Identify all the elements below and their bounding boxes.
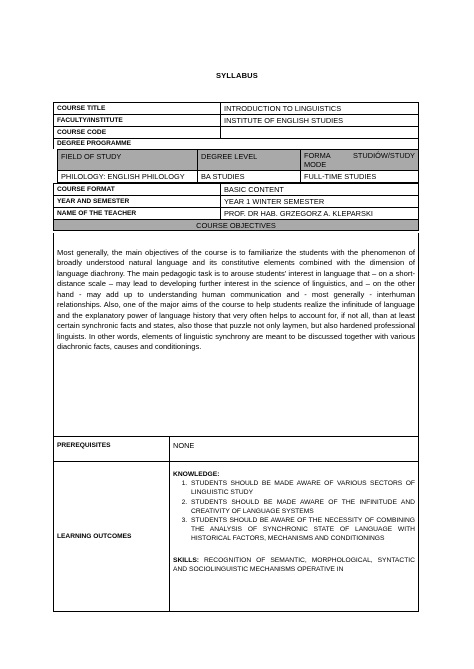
degree-programme-label: DEGREE PROGRAMME bbox=[54, 139, 419, 149]
course-format-label: COURSE FORMAT bbox=[54, 184, 221, 196]
course-title-label: COURSE TITLE bbox=[54, 103, 221, 115]
year-semester-value: YEAR 1 WINTER SEMESTER bbox=[221, 196, 419, 208]
knowledge-item-1: 1. STUDENTS SHOULD BE MADE AWARE OF VARIOUS SECTORS OF LINGUISTIC STUDY bbox=[189, 479, 415, 497]
course-title-value: INTRODUCTION TO LINGUISTICS bbox=[221, 103, 419, 115]
study-mode-header: FORMA STUDIÓW/STUDY MODE bbox=[301, 150, 419, 171]
document-title: SYLLABUS bbox=[215, 71, 259, 80]
learning-outcomes-label: LEARNING OUTCOMES bbox=[54, 462, 170, 612]
field-of-study-value: PHILOLOGY: ENGLISH PHILOLOGY bbox=[58, 171, 198, 183]
teacher-label: NAME OF THE TEACHER bbox=[54, 208, 221, 220]
prerequisites-label: PREREQUISITES bbox=[54, 437, 170, 462]
course-code-value bbox=[221, 127, 419, 139]
course-objectives-text: Most generally, the main objectives of the course is to familiarize the students with the phenomenon of broadly understood natural language and its constitutive elements combined with the dimension of language diachrony. The main pedagogic task is to arouse students’ interest in language that – on a short-distance scale – may lead to developing further interest in the science of linguistics, and – on the other hand - may add up to understanding human communication and - most generally - interhuman relationships. Also, one of the major aims of the course to help students realize the infinitude of language and the explanatory power of language history that very often helps to account for, if not all, than at least certain synchronic facts and states, also those that puzzle not only laymen, but also hardened professional linguists. In other words, elements of linguistic synchrony are meant to be discussed together with various diachronic facts, causes and conditionings. bbox=[57, 248, 415, 352]
degree-programme-table bbox=[57, 149, 419, 183]
degree-level-value: BA STUDIES bbox=[198, 171, 301, 183]
course-objectives-header: COURSE OBJECTIVES bbox=[54, 220, 419, 231]
year-semester-label: YEAR AND SEMESTER bbox=[54, 196, 221, 208]
field-of-study-header: FIELD OF STUDY bbox=[58, 150, 198, 171]
course-code-label: COURSE CODE bbox=[54, 127, 221, 139]
requirements-table bbox=[53, 436, 419, 612]
teacher-value: PROF. DR HAB. GRZEGORZ A. KLEPARSKI bbox=[221, 208, 419, 220]
course-format-value: BASIC CONTENT bbox=[221, 184, 419, 196]
faculty-label: FACULTY/INSTITUTE bbox=[54, 115, 221, 127]
syllabus-header-table bbox=[53, 102, 419, 149]
skills-paragraph bbox=[173, 556, 415, 574]
course-objectives-box bbox=[53, 233, 419, 437]
knowledge-item-3: 3. STUDENTS SHOULD BE AWARE OF THE NECESSITY OF COMBINING THE ANALYSIS OF SYNCHRONIC STATE OF LANGUAGE WITH HISTORICAL FACTORS, MECHANISMS AND CONDITIONINGS bbox=[189, 516, 415, 544]
study-mode-value: FULL-TIME STUDIES bbox=[301, 171, 419, 183]
course-details-table bbox=[53, 183, 419, 231]
learning-outcomes-cell bbox=[170, 462, 419, 612]
degree-level-header: DEGREE LEVEL bbox=[198, 150, 301, 171]
knowledge-list bbox=[173, 479, 415, 543]
prerequisites-value: NONE bbox=[170, 437, 419, 462]
faculty-value: INSTITUTE OF ENGLISH STUDIES bbox=[221, 115, 419, 127]
skills-label: SKILLS: bbox=[173, 556, 200, 564]
knowledge-heading: KNOWLEDGE: bbox=[173, 471, 220, 478]
knowledge-item-2: 2. STUDENTS SHOULD BE MADE AWARE OF THE INFINITUDE AND CREATIVITY OF LANGUAGE SYSTEMS bbox=[189, 498, 415, 516]
skills-text: RECOGNITION OF SEMANTIC, MORPHOLOGICAL, SYNTACTIC AND SOCIOLINGUISTIC MECHANISMS OPERATIVE IN bbox=[173, 556, 415, 573]
